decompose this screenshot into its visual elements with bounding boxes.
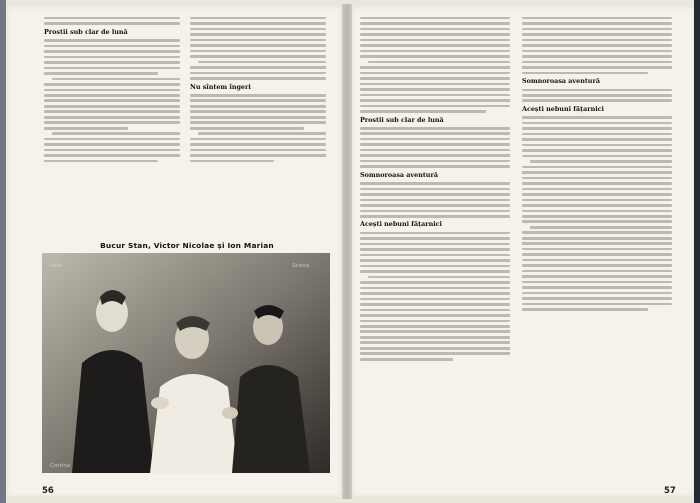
stage-photo-image bbox=[42, 253, 330, 473]
bold-title: Nu sîntem îngeri bbox=[190, 82, 251, 91]
photo-caption: Bucur Stan, Victor Nicolae și Ion Marian bbox=[100, 241, 274, 250]
left-page-column-1 bbox=[44, 14, 180, 165]
photo-label: Cortina bbox=[50, 463, 71, 469]
actor-hand bbox=[151, 397, 169, 409]
left-page-column-2 bbox=[190, 14, 326, 165]
cover-edge-right bbox=[694, 0, 700, 503]
page-number-left: 56 bbox=[42, 486, 54, 496]
bold-title: Somnoroasa aventură bbox=[360, 170, 438, 179]
actor-hand bbox=[222, 407, 238, 419]
bold-title: Prostii sub clar de lună bbox=[44, 27, 128, 36]
right-page-column-1 bbox=[360, 14, 510, 363]
right-page-column-2 bbox=[522, 14, 672, 314]
stage-photo bbox=[42, 253, 330, 473]
actor-middle-body bbox=[150, 374, 238, 473]
bold-title: Acești nebuni fățarnici bbox=[360, 220, 442, 229]
actor-left-body bbox=[72, 350, 154, 473]
book-gutter bbox=[342, 4, 352, 499]
bold-title: Acești nebuni fățarnici bbox=[522, 104, 604, 113]
bold-title: Somnoroasa aventură bbox=[522, 77, 600, 86]
actor-right-body bbox=[232, 365, 310, 473]
photo-label: Scena bbox=[292, 263, 310, 269]
page-number-right: 57 bbox=[664, 486, 676, 496]
bold-title: Prostii sub clar de lună bbox=[360, 115, 444, 124]
photo-label: Sala bbox=[50, 263, 62, 269]
